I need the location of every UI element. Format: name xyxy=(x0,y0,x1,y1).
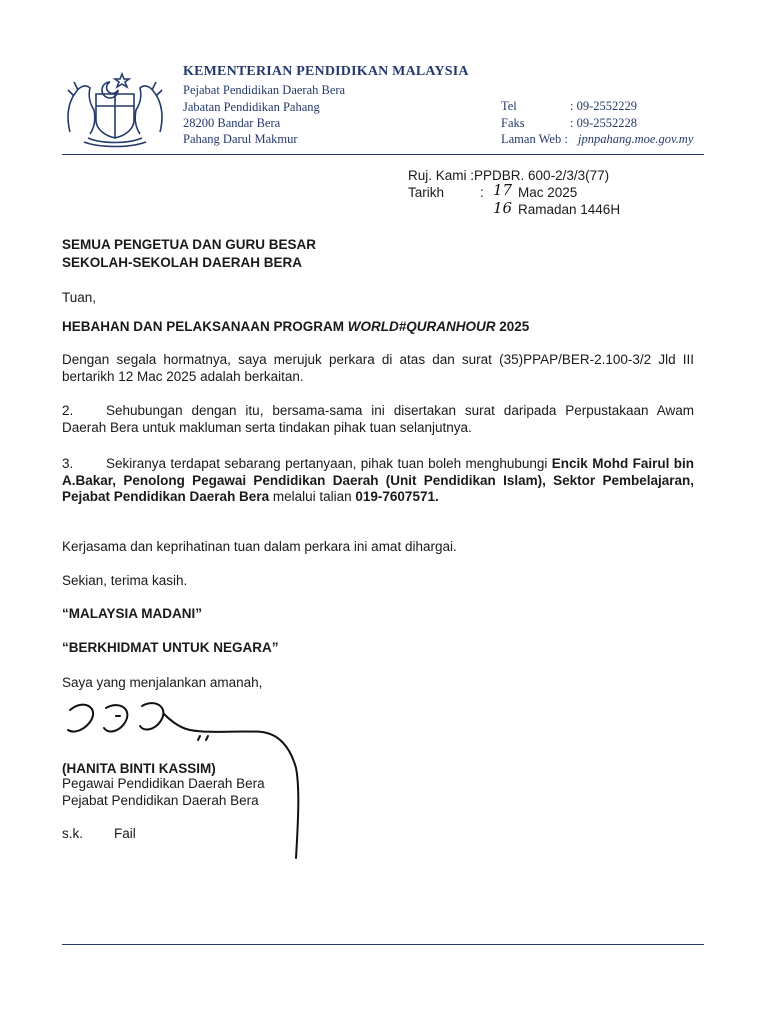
paragraph-1: Dengan segala hormatnya, saya merujuk perkara di atas dan surat (35)PPAP/BER-2.100-3/2 Jld III bertarikh 12 Mac 2025 adalah berkaitan. xyxy=(62,352,694,384)
date-month-year: Mac 2025 xyxy=(518,185,578,200)
signatory-name: (HANITA BINTI KASSIM) xyxy=(62,761,216,776)
footer-divider xyxy=(62,944,704,945)
subject-heading xyxy=(62,319,529,334)
paragraph-2-number: 2. xyxy=(62,403,74,418)
paragraph-3-text-a: Sekiranya terdapat sebarang pertanyaan, pihak tuan boleh menghubungi xyxy=(106,456,552,471)
office-line-4: Pahang Darul Makmur xyxy=(183,132,298,146)
letterhead-divider xyxy=(62,154,704,155)
office-line-1: Pejabat Pendidikan Daerah Bera xyxy=(183,83,346,97)
signatory-title: Pegawai Pendidikan Daerah Bera xyxy=(62,776,265,791)
contact-phone: 019-7607571. xyxy=(355,489,439,504)
slogan-berkhidmat: “BERKHIDMAT UNTUK NEGARA” xyxy=(62,640,279,655)
paragraph-3 xyxy=(62,456,694,506)
cc-value: Fail xyxy=(114,826,136,841)
cc-label: s.k. xyxy=(62,826,84,841)
date-colon: : xyxy=(480,185,484,200)
office-line-3: 28200 Bandar Bera xyxy=(183,116,281,130)
closing-line: Saya yang menjalankan amanah, xyxy=(62,675,263,690)
salutation: Tuan, xyxy=(62,290,97,305)
subject-program: WORLD#QURANHOUR xyxy=(347,319,496,334)
recipient-line-1: SEMUA PENGETUA DAN GURU BESAR xyxy=(62,237,317,252)
subject-suffix: 2025 xyxy=(495,319,530,334)
tel-label: Tel xyxy=(501,99,517,113)
signatory-office: Pejabat Pendidikan Daerah Bera xyxy=(62,793,259,808)
handwritten-hijri-day: 16 xyxy=(493,199,513,217)
paragraph-2 xyxy=(62,403,694,436)
paragraph-3-number: 3. xyxy=(62,456,74,471)
handwritten-day: 17 xyxy=(493,181,513,199)
contact-person: Encik Mohd Fairul bin A.Bakar, Penolong Pegawai Pendidikan Daerah (Unit Pendidikan Islam), Sektor Pembelajaran, Pejabat Pendidikan Daerah Bera xyxy=(62,456,694,504)
date-label: Tarikh xyxy=(408,185,445,200)
tel-value: : 09-2552229 xyxy=(570,99,638,113)
web-link[interactable]: jpnpahang.moe.gov.my xyxy=(578,132,694,146)
web-label: Laman Web : xyxy=(501,132,568,146)
slogan-madani: “MALAYSIA MADANI” xyxy=(62,606,203,621)
ref-label: Ruj. Kami : xyxy=(408,168,475,183)
fax-label: Faks xyxy=(501,116,525,130)
recipient-line-2: SEKOLAH-SEKOLAH DAERAH BERA xyxy=(62,255,303,270)
fax-value: : 09-2552228 xyxy=(570,116,638,130)
office-line-2: Jabatan Pendidikan Pahang xyxy=(183,100,320,114)
paragraph-3-text-b: melalui talian xyxy=(269,489,356,504)
government-crest-logo xyxy=(60,62,170,152)
subject-prefix: HEBAHAN DAN PELAKSANAAN PROGRAM xyxy=(62,319,348,334)
paragraph-4: Kerjasama dan keprihatinan tuan dalam perkara ini amat dihargai. xyxy=(62,539,457,554)
hijri-month-year: Ramadan 1446H xyxy=(518,202,621,217)
ref-number: PPDBR. 600-2/3/3(77) xyxy=(474,168,610,183)
paragraph-5: Sekian, terima kasih. xyxy=(62,573,188,588)
ministry-name: KEMENTERIAN PENDIDIKAN MALAYSIA xyxy=(183,64,469,79)
paragraph-2-text: Sehubungan dengan itu, bersama-sama ini disertakan surat daripada Perpustakaan Awam Daerah Bera untuk makluman serta tindakan pihak tuan selanjutnya. xyxy=(62,403,694,435)
